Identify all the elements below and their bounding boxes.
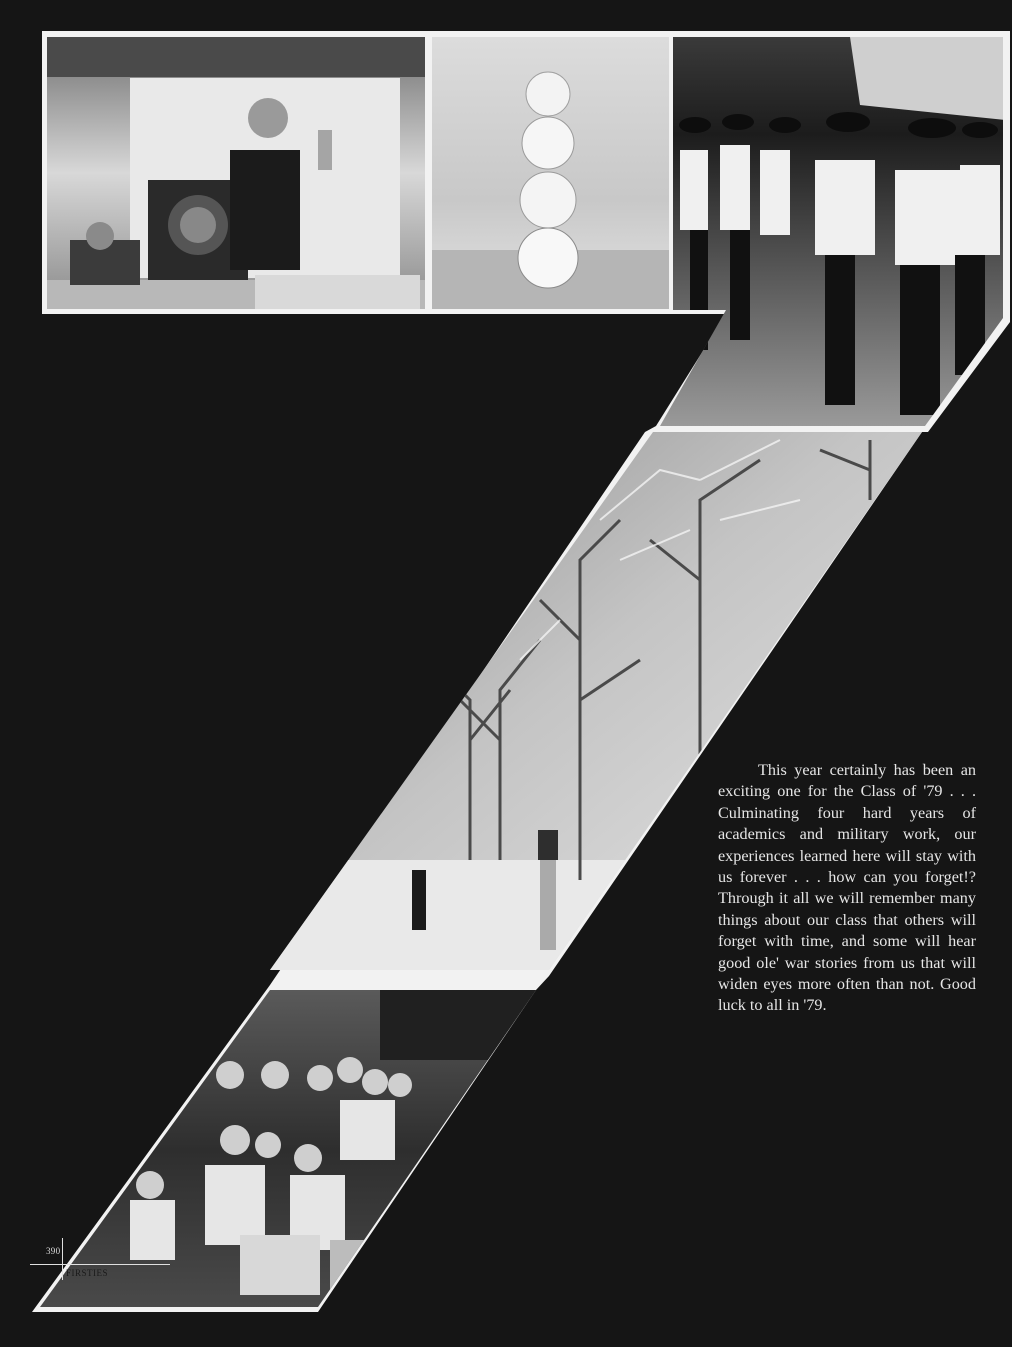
speaker-at-podium-photo bbox=[47, 37, 425, 309]
class-group-photo bbox=[40, 990, 540, 1310]
marching-cadets-photo bbox=[660, 37, 1005, 427]
folio-rule-vertical bbox=[62, 1238, 63, 1280]
folio-rule-horizontal bbox=[30, 1264, 170, 1265]
intro-paragraph: This year certainly has been an exciting one for the Class of '79 . . . Culminating four hard years of academics and military work, our experiences learned here will stay with us forever . . . how can you forget!? Through it all we will remember many things about our class that others will forget with time, and some will hear good ole' war stories from us that will widen eyes more often than not. Good luck to all in '79. bbox=[718, 761, 976, 1015]
page-number: 390 bbox=[46, 1246, 61, 1256]
section-label: FIRSTIES bbox=[66, 1268, 109, 1278]
stacked-golf-balls-photo bbox=[432, 37, 669, 309]
